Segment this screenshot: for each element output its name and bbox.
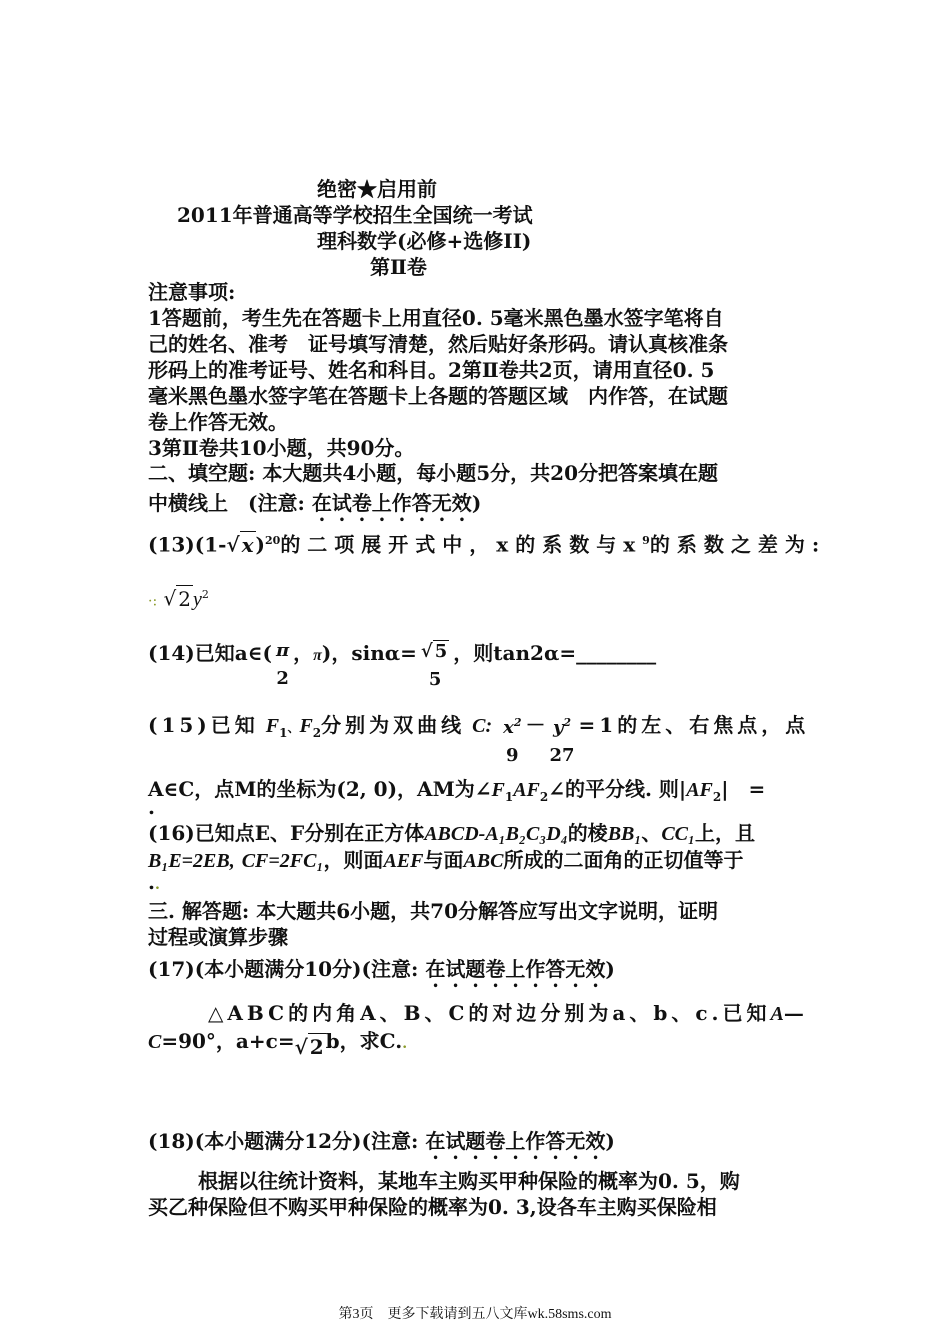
q18-line-1: 根据以往统计资料，某地车主购买甲种保险的概率为0. 5，购 (198, 1169, 740, 1193)
q13-answer-power: 2 (201, 588, 209, 601)
q15-blank: . (148, 795, 155, 819)
question-17-title: (17)(本小题满分10分)(注意: 在试题卷上作答无效) (148, 957, 615, 981)
q14-after: )，sinα= (321, 641, 417, 665)
q16-line-2: B₁E=2EB, CF=2FC₁，则面AEF与面ABC所成的二面角的正切值等于 (148, 848, 744, 872)
notice-line-6: 3第Ⅱ卷共10小题，共90分。 (148, 436, 415, 460)
notice-line-4: 毫米黑色墨水签字笔在答题卡上各题的答题区域 内作答，在试题 (148, 384, 728, 408)
q17-line-2: C=90°，a+c=√ 2 b，求C.. (148, 1029, 408, 1059)
q15-line-2: A∈C，点M的坐标为(2, 0)，AM为$\angle F_1AF_2\angle$的平分线. 则$|AF_2|$ = (148, 777, 766, 804)
q14-pi-over-2: π 2 (275, 640, 290, 689)
q13-x-power: 9 (642, 534, 650, 547)
notice-line-2: 己的姓名、准考 证号填写清楚，然后贴好条形码。请认真核准条 (148, 332, 728, 356)
radical-sign: √ (226, 532, 240, 557)
volume-title: 第Ⅱ卷 (370, 255, 427, 279)
mark-icon: ·: (148, 593, 158, 610)
notice-title: 注意事项: (148, 280, 236, 304)
section2-line-2-text: 中横线上 (注意: (148, 491, 312, 515)
q13-answer (148, 582, 209, 615)
section2-line-2-end: ) (471, 491, 482, 515)
q13-prefix: (13)(1- (148, 532, 227, 557)
q15-y2-over-27: $y^2$ 27 (549, 716, 575, 766)
question-14: (14)已知a∈( π 2 ，π)，sinα= √ 5 5 ，则tan2α=________ (148, 640, 657, 690)
q13-answer-sqrt: 2 (178, 586, 192, 611)
question-13: (13)(1-√ x )$^{20}$的二项展开式中，x的系数与$x^9$的系数之差为: (148, 532, 827, 557)
q14-sqrt5-over-5: √ 5 5 (420, 641, 448, 690)
q13-answer-var: y (193, 588, 202, 611)
radical-sign: √ (163, 586, 177, 611)
mark-icon: . (402, 1036, 408, 1052)
q13-tail: 的系数之差为: (649, 532, 827, 557)
q13-sqrt-x: x (241, 532, 254, 557)
question-18-title: (18)(本小题满分12分)(注意: 在试题卷上作答无效) (148, 1129, 615, 1153)
section2-line-1: 二、填空题: 本大题共4小题，每小题5分，共20分把答案填在题 (148, 461, 719, 485)
mark-icon: . (154, 877, 160, 893)
question-15: (15)已知 $F_1$、$F_2$分别为双曲线 C: $x^2$ 9 － $y^2$ 27 =1的左、右焦点，点 (148, 713, 810, 766)
section3-line-2: 过程或演算步骤 (148, 925, 288, 949)
q16-blank: .. (148, 870, 160, 894)
q17-line-1: △ABC的内角A、B、C的对边分别为a、b、c.已知A— (208, 1001, 804, 1025)
question-16: (16)已知点E、F分别在正方体ABCD-A₁B₂C₃D₄的棱BB₁、CC₁上，且 (148, 821, 755, 845)
q17-sqrt-2: 2 (309, 1035, 324, 1059)
subject-title: 理科数学(必修+选修II) (317, 229, 532, 253)
q14-prefix: (14)已知a∈( (148, 641, 272, 665)
notice-line-5: 卷上作答无效。 (148, 410, 288, 434)
exam-title: 2011年普通高等学校招生全国统一考试 (177, 203, 533, 227)
section2-emphasis: 在试卷上作答无效 (311, 491, 472, 515)
q14-end: ，则tan2α=________ (453, 641, 657, 665)
page-footer: 第3页 更多下载请到五八文库wk.58sms.com (338, 1307, 612, 1322)
section2-line-2 (148, 490, 481, 526)
q18-line-2: 买乙种保险但不购买甲种保险的概率为0. 3,设各车主购买保险相 (148, 1195, 717, 1219)
secret-label: 绝密★启用前 (317, 177, 437, 201)
q13-text: 的二项展开式中，x的系数与x (280, 532, 643, 557)
q15-x2-over-9: $x^2$ 9 (503, 716, 522, 766)
q14-pi: π (313, 647, 322, 664)
notice-line-3: 形码上的准考证号、姓名和科目。2第Ⅱ卷共2页，请用直径0. 5 (148, 358, 715, 382)
notice-line-1: 1答题前，考生先在答题卡上用直径0. 5毫米黑色墨水签字笔将自 (148, 306, 724, 330)
section3-line-1: 三. 解答题: 本大题共6小题，共70分解答应写出文字说明，证明 (148, 899, 719, 923)
q13-power: 20 (265, 534, 281, 547)
